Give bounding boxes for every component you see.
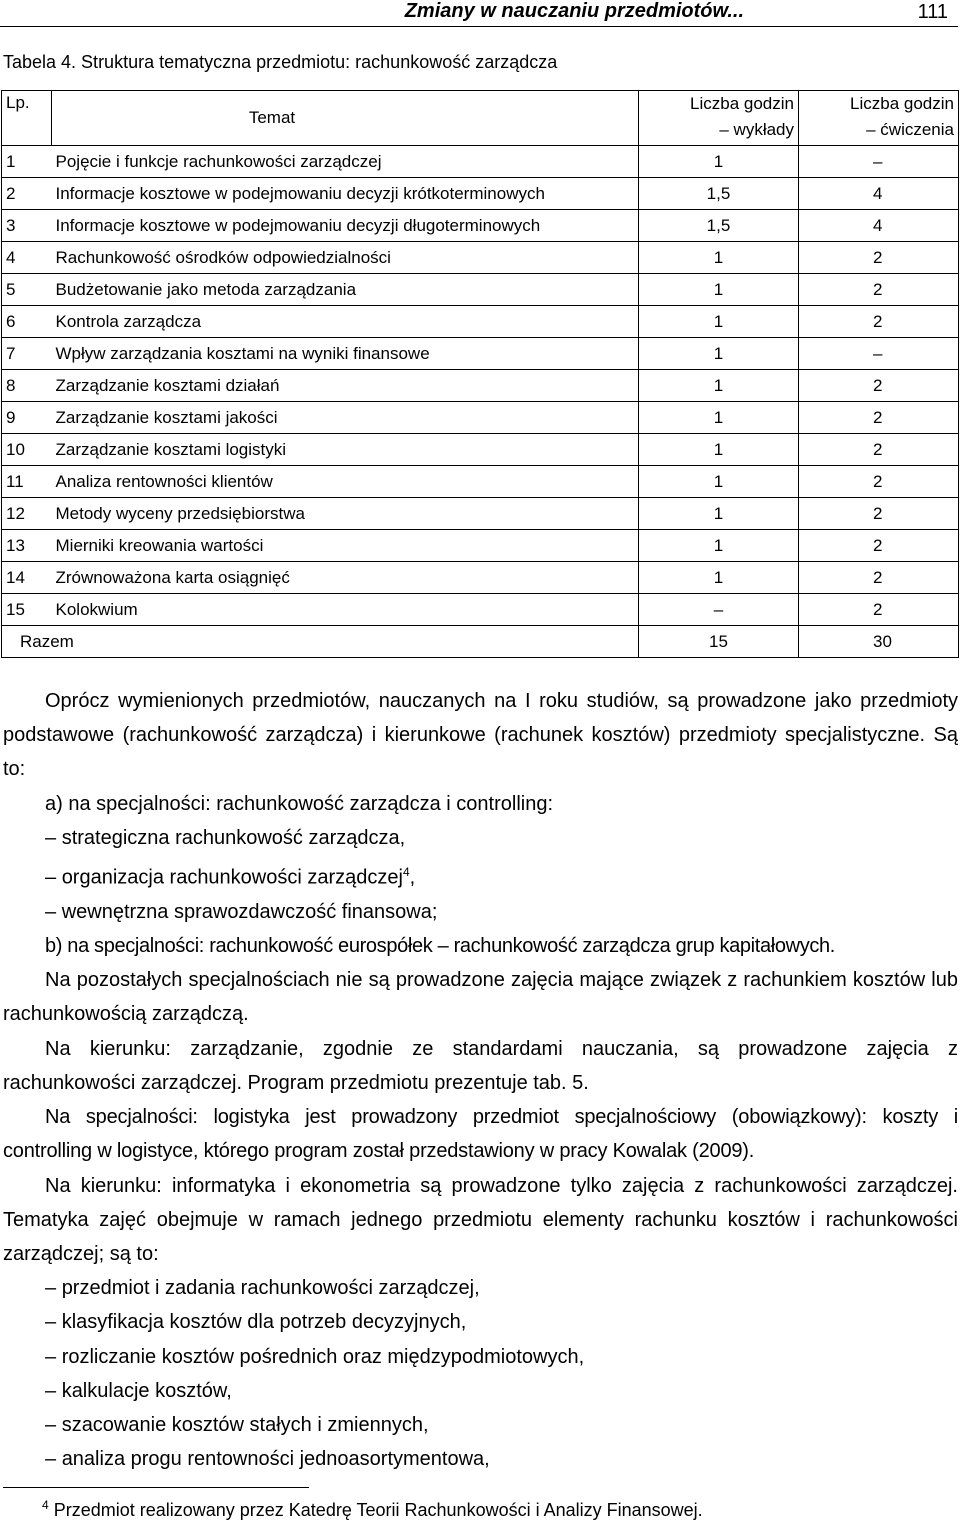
total-lectures: 15 bbox=[639, 626, 799, 658]
dash-item: – przedmiot i zadania rachunkowości zarządczej, bbox=[45, 1277, 480, 1300]
row-lp: 2 bbox=[2, 178, 52, 210]
row-lp: 8 bbox=[2, 370, 52, 402]
table-row bbox=[2, 530, 959, 562]
row-topic: Pojęcie i funkcje rachunkowości zarządczej bbox=[52, 146, 639, 178]
row-topic: Metody wyceny przedsiębiorstwa bbox=[52, 498, 639, 530]
row-lp: 9 bbox=[2, 402, 52, 434]
total-row bbox=[2, 626, 959, 658]
row-topic: Budżetowanie jako metoda zarządzania bbox=[52, 274, 639, 306]
header-lectures-line2: – wykłady bbox=[719, 120, 794, 139]
body-text bbox=[3, 684, 958, 1476]
table-row bbox=[2, 402, 959, 434]
table-row bbox=[2, 210, 959, 242]
row-topic: Zarządzanie kosztami logistyki bbox=[52, 434, 639, 466]
dash-item-text: organizacja rachunkowości zarządczej bbox=[61, 866, 403, 889]
row-topic: Informacje kosztowe w podejmowaniu decyzji krótkoterminowych bbox=[52, 178, 639, 210]
table-row bbox=[2, 178, 959, 210]
header-lectures bbox=[639, 91, 799, 146]
row-exercises: 2 bbox=[799, 370, 959, 402]
row-lp: 12 bbox=[2, 498, 52, 530]
row-lp: 13 bbox=[2, 530, 52, 562]
footnote bbox=[42, 1498, 703, 1521]
row-lp: 1 bbox=[2, 146, 52, 178]
footnote-mark: 4 bbox=[42, 1498, 49, 1512]
row-lectures: 1 bbox=[639, 562, 799, 594]
row-lp: 6 bbox=[2, 306, 52, 338]
row-topic: Kolokwium bbox=[52, 594, 639, 626]
row-topic: Analiza rentowności klientów bbox=[52, 466, 639, 498]
table-row bbox=[2, 274, 959, 306]
list-item-b: b) na specjalności: rachunkowość eurospółek – rachunkowość zarządcza grup kapitałowych. bbox=[45, 935, 835, 958]
row-lectures: 1 bbox=[639, 530, 799, 562]
row-lp: 7 bbox=[2, 338, 52, 370]
total-exercises: 30 bbox=[799, 626, 959, 658]
dash-item: – kalkulacje kosztów, bbox=[45, 1379, 232, 1402]
topics-dash-list bbox=[3, 1271, 958, 1476]
row-exercises: 4 bbox=[799, 178, 959, 210]
header-exercises-line1: Liczba godzin bbox=[850, 94, 954, 113]
dash-item: – organizacja rachunkowości zarządczej$^4$, bbox=[45, 865, 416, 889]
paragraph-other-specialisations: Na pozostałych specjalnościach nie są prowadzone zajęcia mające związek z rachunkiem kosztów lub rachunkowością zarządczą. bbox=[3, 969, 958, 1026]
table-row bbox=[2, 562, 959, 594]
row-exercises: 2 bbox=[799, 434, 959, 466]
page-number: 111 bbox=[917, 1, 948, 23]
row-lectures: 1 bbox=[639, 306, 799, 338]
paragraph-management: Na kierunku: zarządzanie, zgodnie ze standardami nauczania, są prowadzone zajęcia z rachunkowości zarządczej. Program przedmiotu prezentuje tab. 5. bbox=[3, 1037, 958, 1094]
row-exercises: 2 bbox=[799, 466, 959, 498]
row-exercises: – bbox=[799, 338, 959, 370]
row-topic: Zarządzanie kosztami działań bbox=[52, 370, 639, 402]
row-lectures: 1 bbox=[639, 338, 799, 370]
row-exercises: 2 bbox=[799, 242, 959, 274]
row-lectures: 1 bbox=[639, 146, 799, 178]
row-exercises: 2 bbox=[799, 498, 959, 530]
dash-item-text: analiza progu rentowności jednoasortymentowa, bbox=[61, 1448, 490, 1471]
dash-item-text: strategiczna rachunkowość zarządcza, bbox=[61, 826, 406, 849]
row-exercises: 2 bbox=[799, 306, 959, 338]
dash-item: – analiza progu rentowności jednoasortymentowa, bbox=[45, 1448, 490, 1471]
row-lectures: 1 bbox=[639, 434, 799, 466]
footnote-ref: 4 bbox=[402, 865, 410, 880]
row-topic: Kontrola zarządcza bbox=[52, 306, 639, 338]
row-lp: 11 bbox=[2, 466, 52, 498]
paragraph-intro: Oprócz wymienionych przedmiotów, nauczanych na I roku studiów, są prowadzone jako przedmioty podstawowe (rachunkowość zarządcza) i kierunkowe (rachunek kosztów) przedmioty specjalistyczne. Są to: bbox=[3, 690, 958, 781]
total-label: Razem bbox=[2, 626, 639, 658]
dash-item: – szacowanie kosztów stałych i zmiennych, bbox=[45, 1413, 429, 1436]
paragraph-informatics: Na kierunku: informatyka i ekonometria są prowadzone tylko zajęcia z rachunkowości zarządczej. Tematyka zajęć obejmuje w ramach jednego przedmiotu elementy rachunku kosztów i rachunkowości zarządczej; są to: bbox=[3, 1174, 958, 1265]
row-exercises: 2 bbox=[799, 562, 959, 594]
row-exercises: 2 bbox=[799, 594, 959, 626]
table-row bbox=[2, 242, 959, 274]
header-lp: Lp. bbox=[2, 91, 52, 146]
row-lp: 10 bbox=[2, 434, 52, 466]
dash-item-text: rozliczanie kosztów pośrednich oraz międzypodmiotowych, bbox=[61, 1345, 585, 1368]
row-exercises: 2 bbox=[799, 274, 959, 306]
header-exercises bbox=[799, 91, 959, 146]
row-exercises: – bbox=[799, 146, 959, 178]
row-lp: 3 bbox=[2, 210, 52, 242]
table-row bbox=[2, 466, 959, 498]
table-row bbox=[2, 306, 959, 338]
row-lectures: 1 bbox=[639, 402, 799, 434]
table-row bbox=[2, 498, 959, 530]
row-lp: 15 bbox=[2, 594, 52, 626]
header-exercises-line2: – ćwiczenia bbox=[866, 120, 954, 139]
row-lectures: 1,5 bbox=[639, 178, 799, 210]
dash-item: – strategiczna rachunkowość zarządcza, bbox=[45, 826, 406, 849]
row-exercises: 2 bbox=[799, 530, 959, 562]
dash-item-text: kalkulacje kosztów, bbox=[61, 1379, 232, 1402]
dash-item-text: wewnętrzna sprawozdawczość finansowa; bbox=[61, 900, 438, 923]
row-topic: Mierniki kreowania wartości bbox=[52, 530, 639, 562]
running-title: Zmiany w nauczaniu przedmiotów... bbox=[404, 0, 744, 22]
row-lp: 14 bbox=[2, 562, 52, 594]
dash-item: – rozliczanie kosztów pośrednich oraz międzypodmiotowych, bbox=[45, 1345, 585, 1368]
dash-item: – wewnętrzna sprawozdawczość finansowa; bbox=[45, 900, 438, 923]
table-header-row bbox=[2, 91, 959, 146]
table-body bbox=[2, 146, 959, 626]
row-lectures: 1 bbox=[639, 498, 799, 530]
paragraph-logistics: Na specjalności: logistyka jest prowadzony przedmiot specjalnościowy (obowiązkowy): koszty i controlling w logistyce, którego program został przedstawiony w pracy Kowalak (2009). bbox=[3, 1106, 958, 1163]
table-row bbox=[2, 146, 959, 178]
header-lectures-line1: Liczba godzin bbox=[690, 94, 794, 113]
dash-item-text: klasyfikacja kosztów dla potrzeb decyzyjnych, bbox=[61, 1311, 467, 1334]
table-row bbox=[2, 370, 959, 402]
row-topic: Rachunkowość ośrodków odpowiedzialności bbox=[52, 242, 639, 274]
list-item-a: a) na specjalności: rachunkowość zarządcza i controlling: bbox=[45, 792, 554, 815]
row-lectures: 1 bbox=[639, 370, 799, 402]
row-lp: 4 bbox=[2, 242, 52, 274]
row-topic: Zrównoważona karta osiągnięć bbox=[52, 562, 639, 594]
dash-item-text: przedmiot i zadania rachunkowości zarządczej, bbox=[61, 1277, 480, 1300]
table-row bbox=[2, 594, 959, 626]
footnote-rule bbox=[3, 1487, 309, 1488]
running-header bbox=[0, 0, 958, 27]
dash-item-text: szacowanie kosztów stałych i zmiennych, bbox=[61, 1413, 429, 1436]
row-lp: 5 bbox=[2, 274, 52, 306]
row-lectures: 1 bbox=[639, 466, 799, 498]
row-lectures: 1 bbox=[639, 242, 799, 274]
row-exercises: 2 bbox=[799, 402, 959, 434]
row-topic: Informacje kosztowe w podejmowaniu decyzji długoterminowych bbox=[52, 210, 639, 242]
row-topic: Wpływ zarządzania kosztami na wyniki finansowe bbox=[52, 338, 639, 370]
row-exercises: 4 bbox=[799, 210, 959, 242]
dash-item-punct: , bbox=[409, 866, 416, 889]
row-lectures: – bbox=[639, 594, 799, 626]
table-row bbox=[2, 338, 959, 370]
row-lectures: 1,5 bbox=[639, 210, 799, 242]
header-topic: Temat bbox=[52, 91, 639, 146]
table-caption: Tabela 4. Struktura tematyczna przedmiotu: rachunkowość zarządcza bbox=[3, 52, 558, 72]
footnote-text: Przedmiot realizowany przez Katedrę Teorii Rachunkowości i Analizy Finansowej. bbox=[53, 1500, 703, 1520]
row-topic: Zarządzanie kosztami jakości bbox=[52, 402, 639, 434]
topic-structure-table bbox=[1, 90, 959, 658]
table-row bbox=[2, 434, 959, 466]
row-lectures: 1 bbox=[639, 274, 799, 306]
dash-item: – klasyfikacja kosztów dla potrzeb decyzyjnych, bbox=[45, 1311, 467, 1334]
